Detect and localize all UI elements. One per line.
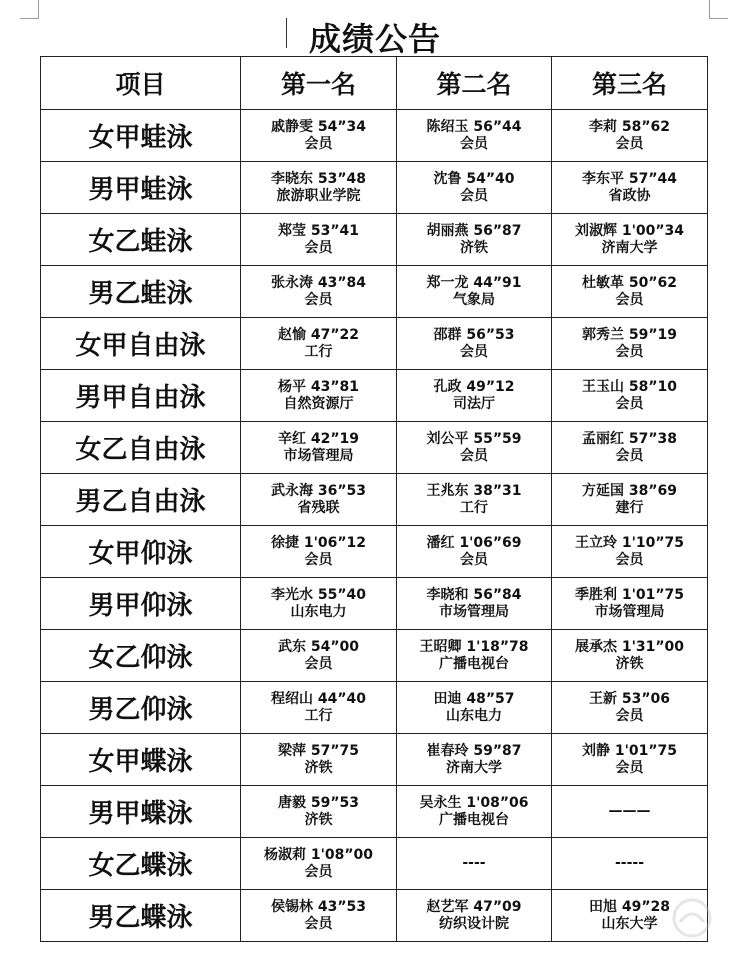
event-name: 女乙蝶泳 <box>41 838 241 890</box>
result-text: 杨平 43”81 <box>277 378 360 395</box>
place-cell <box>397 630 552 682</box>
event-name: 女乙自由泳 <box>41 422 241 474</box>
place-cell <box>552 578 708 630</box>
place-cell <box>552 838 708 890</box>
organization-text: 旅游职业学院 <box>276 187 361 204</box>
result-text: 郑一龙 44”91 <box>426 274 522 291</box>
header-second-place: 第二名 <box>397 57 552 110</box>
table-row <box>41 370 708 422</box>
organization-text: 会员 <box>460 343 488 360</box>
table-row <box>41 266 708 318</box>
event-name: 女甲自由泳 <box>41 318 241 370</box>
place-cell <box>552 630 708 682</box>
place-cell <box>552 682 708 734</box>
organization-text: 市场管理局 <box>283 447 354 464</box>
event-name: 男乙蝶泳 <box>41 890 241 942</box>
place-cell <box>397 370 552 422</box>
result-text: 武东 54”00 <box>277 638 360 655</box>
place-cell <box>241 682 397 734</box>
organization-text: 纺织设计院 <box>439 915 509 932</box>
organization-text: 建行 <box>615 499 644 516</box>
organization-text: 会员 <box>615 291 644 308</box>
event-name: 女甲仰泳 <box>41 526 241 578</box>
organization-text: 市场管理局 <box>594 603 665 620</box>
table-row <box>41 214 708 266</box>
table-row <box>41 890 708 942</box>
organization-text: 会员 <box>460 187 488 204</box>
event-name: 男乙仰泳 <box>41 682 241 734</box>
organization-text: 济铁 <box>304 811 333 828</box>
result-text: 吴永生 1'08”06 <box>419 794 529 811</box>
place-cell <box>241 214 397 266</box>
organization-text: 市场管理局 <box>439 603 509 620</box>
place-cell <box>241 786 397 838</box>
organization-text: 工行 <box>460 499 488 516</box>
place-cell <box>397 786 552 838</box>
result-text: 李东平 57”44 <box>581 170 678 187</box>
result-text: 潘红 1'06”69 <box>426 534 522 551</box>
table-row <box>41 474 708 526</box>
result-text: ----- <box>614 855 645 871</box>
result-text: 辛红 42”19 <box>277 430 360 447</box>
result-text: 王立玲 1'10”75 <box>574 534 685 551</box>
table-row <box>41 526 708 578</box>
place-cell <box>241 318 397 370</box>
results-table <box>40 56 708 942</box>
table-row <box>41 162 708 214</box>
result-text: 孔政 49”12 <box>433 378 515 395</box>
result-text: 王新 53”06 <box>588 690 671 707</box>
organization-text: 山东电力 <box>290 603 347 620</box>
header-third-place: 第三名 <box>552 57 708 110</box>
organization-text: 省政协 <box>608 187 651 204</box>
table-row <box>41 786 708 838</box>
place-cell <box>552 110 708 162</box>
event-name: 男甲蛙泳 <box>41 162 241 214</box>
place-cell <box>241 630 397 682</box>
result-text: 张永涛 43”84 <box>270 274 367 291</box>
place-cell <box>397 214 552 266</box>
place-cell <box>552 526 708 578</box>
place-cell <box>397 526 552 578</box>
organization-text: 山东电力 <box>446 707 502 724</box>
result-text: 李光水 55”40 <box>270 586 367 603</box>
organization-text: 会员 <box>304 291 333 308</box>
result-text: ---- <box>462 855 486 871</box>
table-row <box>41 318 708 370</box>
event-name: 男乙自由泳 <box>41 474 241 526</box>
result-text: 赵愉 47”22 <box>277 326 360 343</box>
result-text: 郭秀兰 59”19 <box>581 326 678 343</box>
organization-text: 会员 <box>615 707 644 724</box>
place-cell <box>552 214 708 266</box>
place-cell <box>241 162 397 214</box>
organization-text: 会员 <box>615 447 644 464</box>
result-text: 展承杰 1'31”00 <box>574 638 685 655</box>
place-cell <box>552 422 708 474</box>
place-cell <box>241 838 397 890</box>
header-event: 项目 <box>41 57 241 110</box>
place-cell <box>552 370 708 422</box>
organization-text: 济铁 <box>615 655 644 672</box>
event-name: 男甲仰泳 <box>41 578 241 630</box>
organization-text: 会员 <box>615 759 644 776</box>
place-cell <box>397 162 552 214</box>
place-cell <box>397 318 552 370</box>
place-cell <box>397 682 552 734</box>
table-row <box>41 682 708 734</box>
event-name: 男乙蛙泳 <box>41 266 241 318</box>
place-cell <box>552 266 708 318</box>
page-title: 成绩公告 <box>308 20 441 58</box>
table-row <box>41 578 708 630</box>
organization-text: 广播电视台 <box>439 655 509 672</box>
organization-text: 气象局 <box>453 291 495 308</box>
table-row <box>41 630 708 682</box>
result-text: 刘淑辉 1'00”34 <box>574 222 685 239</box>
result-text: 田迪 48”57 <box>433 690 515 707</box>
result-text: 李晓和 56”84 <box>426 586 522 603</box>
watermark-logo-icon <box>664 892 720 946</box>
result-text: 崔春玲 59”87 <box>426 742 522 759</box>
organization-text: 山东大学 <box>601 915 658 932</box>
place-cell <box>241 110 397 162</box>
table-row <box>41 110 708 162</box>
organization-text: 会员 <box>460 551 488 568</box>
result-text: 王玉山 58”10 <box>581 378 678 395</box>
organization-text: 会员 <box>304 551 333 568</box>
result-text: 胡丽燕 56”87 <box>426 222 522 239</box>
organization-text: 会员 <box>304 863 333 880</box>
place-cell <box>552 162 708 214</box>
result-text: 赵艺军 47”09 <box>426 898 522 915</box>
result-text: 陈绍玉 56”44 <box>426 118 522 135</box>
result-text: 戚静雯 54”34 <box>270 118 367 135</box>
place-cell <box>241 370 397 422</box>
organization-text: 济南大学 <box>601 239 658 256</box>
result-text: 刘公平 55”59 <box>426 430 522 447</box>
place-cell <box>241 734 397 786</box>
place-cell <box>552 734 708 786</box>
result-text: 方延国 38”69 <box>581 482 678 499</box>
organization-text: 会员 <box>460 447 488 464</box>
place-cell <box>241 526 397 578</box>
place-cell <box>397 578 552 630</box>
place-cell <box>552 318 708 370</box>
result-text: 孟丽红 57”38 <box>581 430 678 447</box>
organization-text: 会员 <box>615 395 644 412</box>
result-text: 程绍山 44”40 <box>270 690 367 707</box>
organization-text: 会员 <box>304 239 333 256</box>
event-name: 女甲蛙泳 <box>41 110 241 162</box>
result-text: 王兆东 38”31 <box>426 482 522 499</box>
result-text: 李晓东 53”48 <box>270 170 367 187</box>
result-text: 武永海 36”53 <box>270 482 367 499</box>
result-text: 杜敏革 50”62 <box>581 274 678 291</box>
place-cell <box>397 110 552 162</box>
organization-text: 会员 <box>615 343 644 360</box>
result-text: ——— <box>608 803 651 819</box>
place-cell <box>552 786 708 838</box>
place-cell <box>241 890 397 942</box>
organization-text: 济铁 <box>460 239 488 256</box>
table-row <box>41 838 708 890</box>
organization-text: 会员 <box>304 135 333 152</box>
result-text: 季胜利 1'01”75 <box>574 586 685 603</box>
result-text: 唐毅 59”53 <box>277 794 360 811</box>
place-cell <box>552 474 708 526</box>
event-name: 女甲蝶泳 <box>41 734 241 786</box>
place-cell <box>241 422 397 474</box>
result-text: 侯锡林 43”53 <box>270 898 367 915</box>
header-first-place: 第一名 <box>241 57 397 110</box>
place-cell <box>397 422 552 474</box>
result-text: 徐捷 1'06”12 <box>270 534 367 551</box>
organization-text: 工行 <box>304 707 333 724</box>
result-text: 郑莹 53”41 <box>277 222 360 239</box>
table-row <box>41 734 708 786</box>
event-name: 女乙仰泳 <box>41 630 241 682</box>
organization-text: 工行 <box>304 343 333 360</box>
organization-text: 自然资源厅 <box>283 395 354 412</box>
place-cell <box>397 266 552 318</box>
event-name: 男甲自由泳 <box>41 370 241 422</box>
result-text: 梁萍 57”75 <box>277 742 360 759</box>
results-body <box>41 110 708 942</box>
result-text: 杨淑莉 1'08”00 <box>263 846 374 863</box>
result-text: 王昭卿 1'18”78 <box>419 638 529 655</box>
result-text: 刘静 1'01”75 <box>581 742 678 759</box>
table-row <box>41 422 708 474</box>
place-cell <box>241 266 397 318</box>
result-text: 李莉 58”62 <box>588 118 671 135</box>
organization-text: 广播电视台 <box>439 811 509 828</box>
place-cell <box>241 578 397 630</box>
place-cell <box>397 838 552 890</box>
organization-text: 会员 <box>615 135 644 152</box>
organization-text: 会员 <box>615 551 644 568</box>
organization-text: 济铁 <box>304 759 333 776</box>
organization-text: 省残联 <box>297 499 340 516</box>
place-cell <box>397 890 552 942</box>
organization-text: 会员 <box>460 135 488 152</box>
result-text: 田旭 49”28 <box>588 898 671 915</box>
organization-text: 会员 <box>304 915 333 932</box>
organization-text: 司法厅 <box>453 395 495 412</box>
organization-text: 济南大学 <box>446 759 502 776</box>
event-name: 女乙蛙泳 <box>41 214 241 266</box>
organization-text: 会员 <box>304 655 333 672</box>
header-row <box>41 57 708 110</box>
result-text: 沈鲁 54”40 <box>433 170 515 187</box>
event-name: 男甲蝶泳 <box>41 786 241 838</box>
place-cell <box>397 474 552 526</box>
result-text: 邵群 56”53 <box>433 326 515 343</box>
place-cell <box>241 474 397 526</box>
place-cell <box>397 734 552 786</box>
